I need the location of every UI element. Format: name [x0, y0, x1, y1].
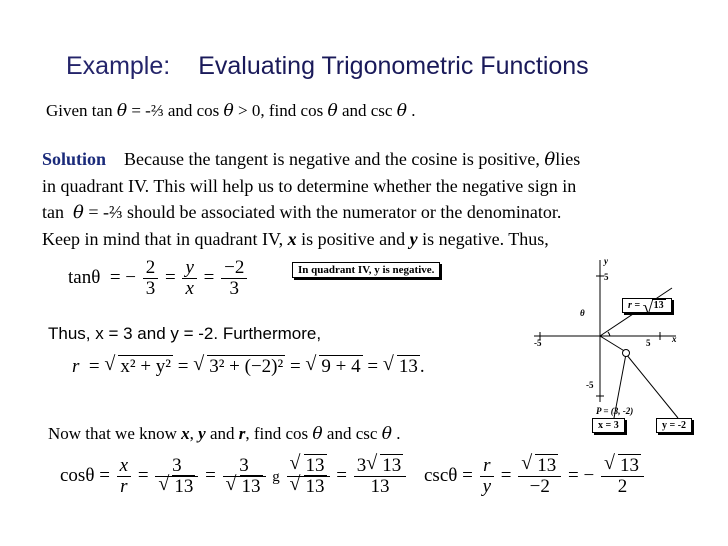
- callout-x: x = 3: [592, 418, 625, 433]
- equation-r: [72, 356, 425, 378]
- tick-label: -5: [586, 380, 594, 390]
- title-text: Evaluating Trigonometric Functions: [198, 52, 589, 80]
- fraction: [155, 456, 198, 497]
- numerator: 2: [143, 258, 159, 279]
- sqrt: [643, 300, 666, 311]
- thus-line: Thus, x = 3 and y = -2. Furthermore,: [48, 324, 322, 343]
- eq-sign: =: [462, 464, 473, 486]
- sqrt: [290, 477, 327, 497]
- eq-lhs: tanθ: [68, 266, 101, 288]
- now-line: [48, 424, 400, 444]
- coefficient: 3: [356, 455, 367, 476]
- solution-paragraph: [42, 146, 580, 252]
- solution-text: lies: [555, 149, 581, 169]
- eq-sign: =: [367, 356, 379, 377]
- solution-label: Solution: [42, 149, 107, 169]
- fraction: [143, 258, 159, 299]
- theta-symbol: θ: [73, 202, 84, 223]
- denominator: 3: [145, 278, 156, 299]
- var-y: y: [198, 424, 206, 443]
- eq-sign: =: [336, 464, 347, 486]
- denominator: 2: [617, 476, 628, 497]
- tick-label: 5: [646, 338, 651, 348]
- theta-label: θ: [580, 308, 585, 318]
- given-text: Given tan: [46, 101, 113, 120]
- numerator: [601, 456, 644, 477]
- r-label: r =: [628, 300, 641, 311]
- eq-end: .: [419, 356, 425, 377]
- solution-text: Because the tangent is negative and the cosine is positive,: [124, 149, 540, 169]
- theta-symbol: θ: [396, 101, 407, 121]
- eq-sign: =: [289, 356, 301, 377]
- denominator: −2: [529, 476, 550, 497]
- sqrt: [305, 356, 362, 378]
- denominator: [287, 477, 330, 497]
- theta-symbol: θ: [544, 149, 556, 170]
- y-axis-label: y: [604, 256, 608, 266]
- given-eq: = -⅔ and cos: [131, 101, 220, 120]
- fraction: [518, 456, 561, 497]
- eq-sign: =: [99, 464, 110, 486]
- solution-line-1: [42, 146, 580, 173]
- solution-text: is negative. Thus,: [422, 229, 549, 249]
- eq-neg: −: [583, 464, 595, 486]
- solution-text: is positive and: [301, 229, 406, 249]
- eq-sign: =: [568, 464, 579, 486]
- denominator: 3: [229, 278, 239, 299]
- eq-r: r: [72, 356, 80, 377]
- radicand: 13: [537, 455, 557, 476]
- radicand: 13: [241, 476, 261, 497]
- sqrt: [226, 477, 263, 497]
- leader-line: [626, 354, 678, 418]
- solution-line-3: [42, 199, 580, 226]
- sqrt: [521, 456, 558, 476]
- numerator: 3: [223, 456, 266, 477]
- numerator: [518, 456, 561, 477]
- fraction: [480, 456, 494, 497]
- denominator: x: [185, 278, 194, 299]
- fraction: [221, 258, 247, 299]
- eq-sign: =: [500, 464, 512, 486]
- given-gt: > 0, find cos: [238, 101, 324, 120]
- page-title: [66, 52, 589, 81]
- eq-sign: =: [109, 266, 121, 288]
- numerator: −2: [221, 258, 247, 279]
- callout-r: [622, 298, 672, 313]
- radicand: 13: [305, 455, 325, 476]
- given-and: and csc: [341, 101, 393, 120]
- theta-symbol: θ: [223, 101, 234, 121]
- point-p: [623, 350, 630, 357]
- equation-cos: [60, 456, 408, 497]
- equation-tan: [68, 258, 249, 299]
- point-label: P = (3, -2): [596, 406, 634, 416]
- fraction: [287, 456, 330, 497]
- eq-neg: −: [125, 266, 137, 288]
- title-label: Example:: [66, 52, 171, 80]
- tick-label: 5: [604, 272, 609, 282]
- fraction: [601, 456, 644, 497]
- now-end: .: [396, 424, 401, 443]
- fraction: [354, 456, 407, 497]
- numerator: r: [480, 456, 494, 477]
- eq-sign: =: [177, 356, 189, 377]
- denominator: [223, 477, 266, 497]
- eq-g: g: [272, 468, 280, 485]
- now-text: , find cos: [245, 424, 309, 443]
- theta-symbol: θ: [312, 424, 323, 444]
- eq-sign: =: [203, 266, 215, 288]
- angle-arc: [608, 332, 610, 336]
- eq-lhs: cosθ: [60, 464, 95, 486]
- sqrt: [604, 456, 641, 476]
- denominator: [155, 477, 198, 497]
- radicand: 13: [398, 356, 418, 377]
- solution-line-2: in quadrant IV. This will help us to determine whether the negative sign in: [42, 176, 577, 196]
- sqrt: [193, 356, 285, 378]
- x-axis-label: x: [672, 334, 677, 344]
- radicand: 13: [305, 476, 325, 497]
- eq-lhs: cscθ: [424, 464, 458, 486]
- fraction: [117, 456, 131, 497]
- theta-symbol: θ: [381, 424, 392, 444]
- numerator: y: [182, 258, 196, 279]
- numerator: 3: [155, 456, 198, 477]
- solution-line-4: [42, 226, 580, 252]
- var-r: r: [238, 424, 246, 443]
- radius-line: [600, 336, 626, 352]
- radicand: 13: [653, 300, 664, 311]
- given-line: [46, 98, 415, 124]
- fraction: [182, 258, 196, 299]
- numerator: [354, 456, 407, 477]
- coordinate-graph: [528, 250, 718, 440]
- solution-text: tan: [42, 202, 64, 222]
- now-text: Now that we know: [48, 424, 177, 443]
- sqrt: [158, 477, 195, 497]
- radicand: 13: [174, 476, 194, 497]
- eq-sign: =: [88, 356, 100, 377]
- eq-sign: =: [205, 464, 216, 486]
- solution-text: Keep in mind that in quadrant IV,: [42, 229, 284, 249]
- theta-symbol: θ: [327, 101, 338, 121]
- eq-sign: =: [137, 464, 149, 486]
- sqrt: [104, 356, 173, 378]
- denominator: 13: [370, 476, 390, 497]
- radicand: 13: [619, 455, 639, 476]
- radicand: x² + y²: [120, 356, 171, 377]
- numerator: x: [117, 456, 131, 477]
- sqrt: [383, 356, 420, 378]
- equation-csc: [424, 456, 646, 497]
- tick-label: -5: [534, 338, 542, 348]
- radicand: 13: [382, 455, 402, 476]
- callout-quadrant: In quadrant IV, y is negative.: [292, 262, 440, 278]
- denominator: r: [120, 476, 128, 497]
- sqrt: [366, 456, 403, 476]
- callout-y: y = -2: [656, 418, 692, 433]
- radicand: 3² + (−2)²: [209, 356, 284, 377]
- var-y: y: [409, 229, 418, 249]
- now-text: and csc: [326, 424, 378, 443]
- var-x: x: [287, 229, 297, 249]
- solution-text: = -⅔ should be associated with the numerator or the denominator.: [88, 202, 562, 222]
- now-comma: ,: [189, 424, 194, 443]
- theta-symbol: θ: [116, 101, 128, 121]
- fraction: [223, 456, 266, 497]
- eq-sign: =: [165, 266, 176, 288]
- given-end: .: [411, 101, 416, 120]
- radicand: 9 + 4: [321, 356, 361, 377]
- var-x: x: [181, 424, 190, 443]
- denominator: y: [482, 476, 492, 497]
- now-text: and: [209, 424, 235, 443]
